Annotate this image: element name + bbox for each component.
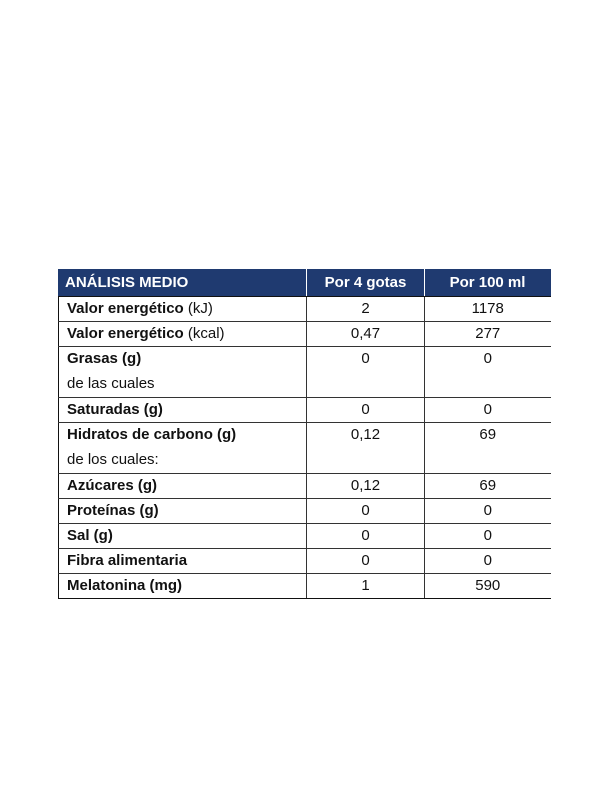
value-per-4-drops: 0 <box>307 398 425 423</box>
value-per-100ml: 590 <box>425 574 551 599</box>
value-per-100ml: 0 <box>425 549 551 574</box>
table-row <box>59 322 551 347</box>
header-analysis: ANÁLISIS MEDIO <box>59 269 307 297</box>
table-row <box>59 549 551 574</box>
value-per-100ml: 69 <box>425 423 551 474</box>
value-per-4-drops: 0 <box>307 524 425 549</box>
table-header-row <box>59 269 551 297</box>
row-label: Azúcares (g) <box>59 474 307 499</box>
row-sublabel: de los cuales: <box>67 451 159 468</box>
row-label: Proteínas (g) <box>59 499 307 524</box>
row-label: Fibra alimentaria <box>59 549 307 574</box>
table-row <box>59 398 551 423</box>
value-per-4-drops: 0 <box>307 347 425 398</box>
value-per-4-drops: 0,12 <box>307 474 425 499</box>
row-label: Melatonina (mg) <box>59 574 307 599</box>
value-per-100ml: 277 <box>425 322 551 347</box>
value-per-4-drops: 0 <box>307 499 425 524</box>
table-row <box>59 474 551 499</box>
row-sublabel: de las cuales <box>67 375 155 392</box>
row-label: Valor energético (kcal) <box>59 322 307 347</box>
row-label: Hidratos de carbono (g) de los cuales: <box>59 423 307 474</box>
value-per-100ml: 0 <box>425 398 551 423</box>
row-label: Grasas (g) de las cuales <box>59 347 307 398</box>
value-per-4-drops: 0,47 <box>307 322 425 347</box>
value-per-4-drops: 2 <box>307 297 425 322</box>
table-row <box>59 574 551 599</box>
table-row <box>59 297 551 322</box>
value-per-100ml: 0 <box>425 347 551 398</box>
table-row <box>59 524 551 549</box>
row-label: Sal (g) <box>59 524 307 549</box>
table-row <box>59 423 551 474</box>
value-per-100ml: 0 <box>425 499 551 524</box>
header-per-100ml: Por 100 ml <box>425 269 551 297</box>
value-per-100ml: 1178 <box>425 297 551 322</box>
value-per-100ml: 69 <box>425 474 551 499</box>
nutrition-table <box>58 269 551 599</box>
value-per-4-drops: 0,12 <box>307 423 425 474</box>
value-per-4-drops: 1 <box>307 574 425 599</box>
row-label: Saturadas (g) <box>59 398 307 423</box>
table-row <box>59 499 551 524</box>
row-label: Valor energético (kJ) <box>59 297 307 322</box>
value-per-4-drops: 0 <box>307 549 425 574</box>
table-row <box>59 347 551 398</box>
value-per-100ml: 0 <box>425 524 551 549</box>
header-per-4-drops: Por 4 gotas <box>307 269 425 297</box>
